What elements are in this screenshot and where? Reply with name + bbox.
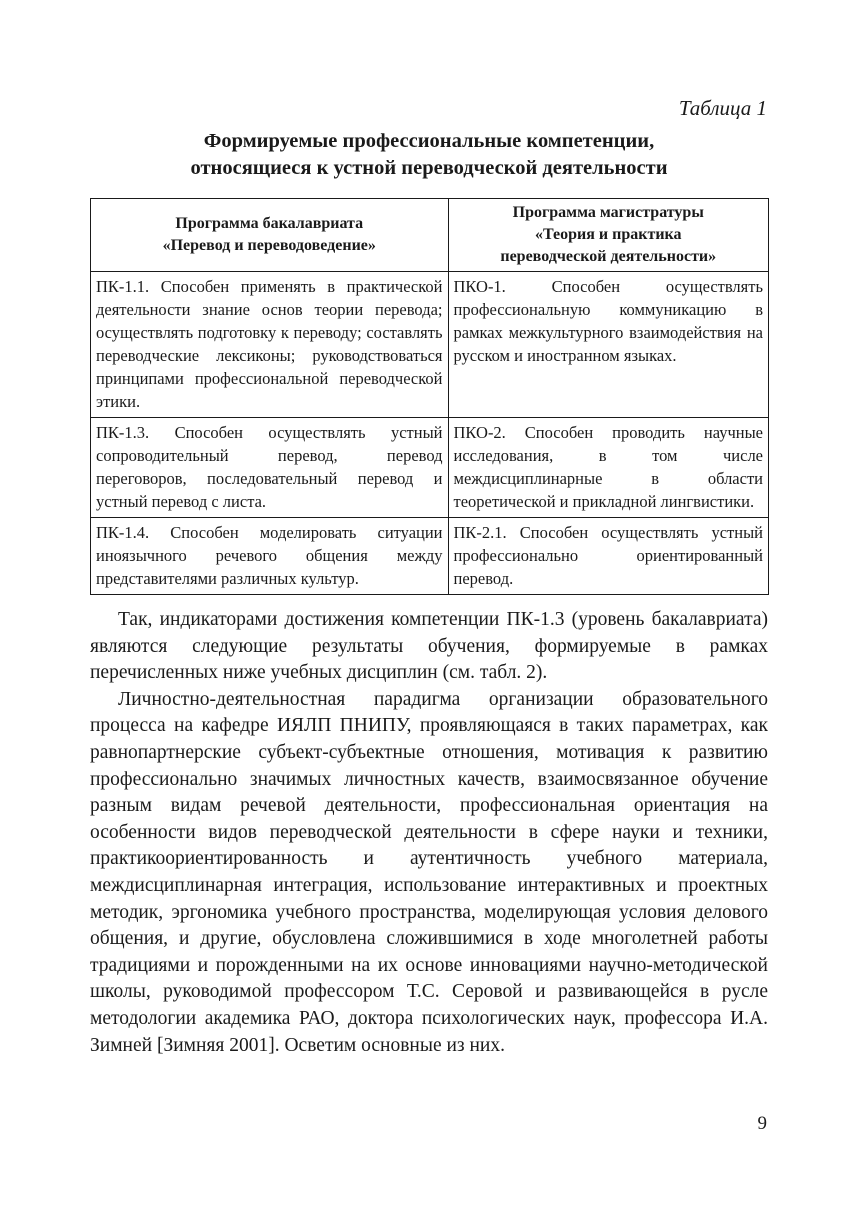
cell-pk-2-1: ПК-2.1. Способен осуществлять устный профессионально ориентированный перевод. xyxy=(448,518,768,595)
body-text xyxy=(90,607,768,1059)
header-bachelor-line-1: Программа бакалавриата xyxy=(175,215,364,232)
cell-pk-1-3: ПК-1.3. Способен осуществлять устный сопроводительный перевод, перевод переговоров, последовательный перевод и устный перевод с листа. xyxy=(91,418,449,518)
table-caption-line-1: Формируемые профессиональные компетенции, xyxy=(203,130,655,152)
cell-pko-2: ПКО-2. Способен проводить научные исследования, в том числе междисциплинарные в области теоретической и прикладной лингвистики. xyxy=(448,418,768,518)
header-bachelor-program xyxy=(91,199,449,272)
paragraph-2: Личностно-деятельностная парадигма организации образовательного процесса на кафедре ИЯЛП ПНИПУ, проявляющаяся в таких параметрах, как равнопартнерские субъект-субъектные отношения, мотивация к развитию профессионально значимых личностных качеств, взаимосвязанное обучение разным видам речевой деятельности, профессиональная ориентация на особенности видов переводческой деятельности в сфере науки и техники, практикоориентированность и аутентичность учебного материала, междисциплинарная интеграция, использование интерактивных и проектных методик, эргономика учебного пространства, моделирующая условия делового общения, и другие, обусловлена сложившимися в ходе многолетней работы традициями и порожденными на их основе инновациями научно-методической школы, руководимой профессором Т.С. Серовой и развивающейся в русле методологии академика РАО, доктора психологических наук, профессора И.А. Зимней [Зимняя 2001]. Осветим основные из них. xyxy=(90,688,768,1056)
paragraph-1: Так, индикаторами достижения компетенции ПК-1.3 (уровень бакалавриата) являются следующие результаты обучения, формируемые в рамках перечисленных ниже учебных дисциплин (см. табл. 2). xyxy=(90,609,768,684)
header-master-line-3: переводческой деятельности» xyxy=(500,248,717,265)
table-row xyxy=(91,272,769,418)
cell-pk-1-1: ПК-1.1. Способен применять в практической деятельности знание основ теории перевода; осуществлять подготовку к переводу; составлять переводческие лексиконы; руководствоваться принципами профессиональной переводческой этики. xyxy=(91,272,449,418)
table-row xyxy=(91,418,769,518)
table-label: Таблица 1 xyxy=(678,96,767,120)
table-caption xyxy=(90,128,768,182)
header-master-program xyxy=(448,199,768,272)
cell-pk-1-4: ПК-1.4. Способен моделировать ситуации иноязычного речевого общения между представителями различных культур. xyxy=(91,518,449,595)
competencies-table xyxy=(90,198,769,595)
header-bachelor-line-2: «Перевод и переводоведение» xyxy=(162,237,376,254)
cell-pko-1: ПКО-1. Способен осуществлять профессиональную коммуникацию в рамках межкультурного взаимодействия на русском и иностранном языках. xyxy=(448,272,768,418)
table-caption-line-2: относящиеся к устной переводческой деятельности xyxy=(190,157,668,179)
header-master-line-2: «Теория и практика xyxy=(534,226,682,243)
table-header-row xyxy=(91,199,769,272)
header-master-line-1: Программа магистратуры xyxy=(512,204,704,221)
table-row xyxy=(91,518,769,595)
page-number: 9 xyxy=(757,1113,767,1134)
